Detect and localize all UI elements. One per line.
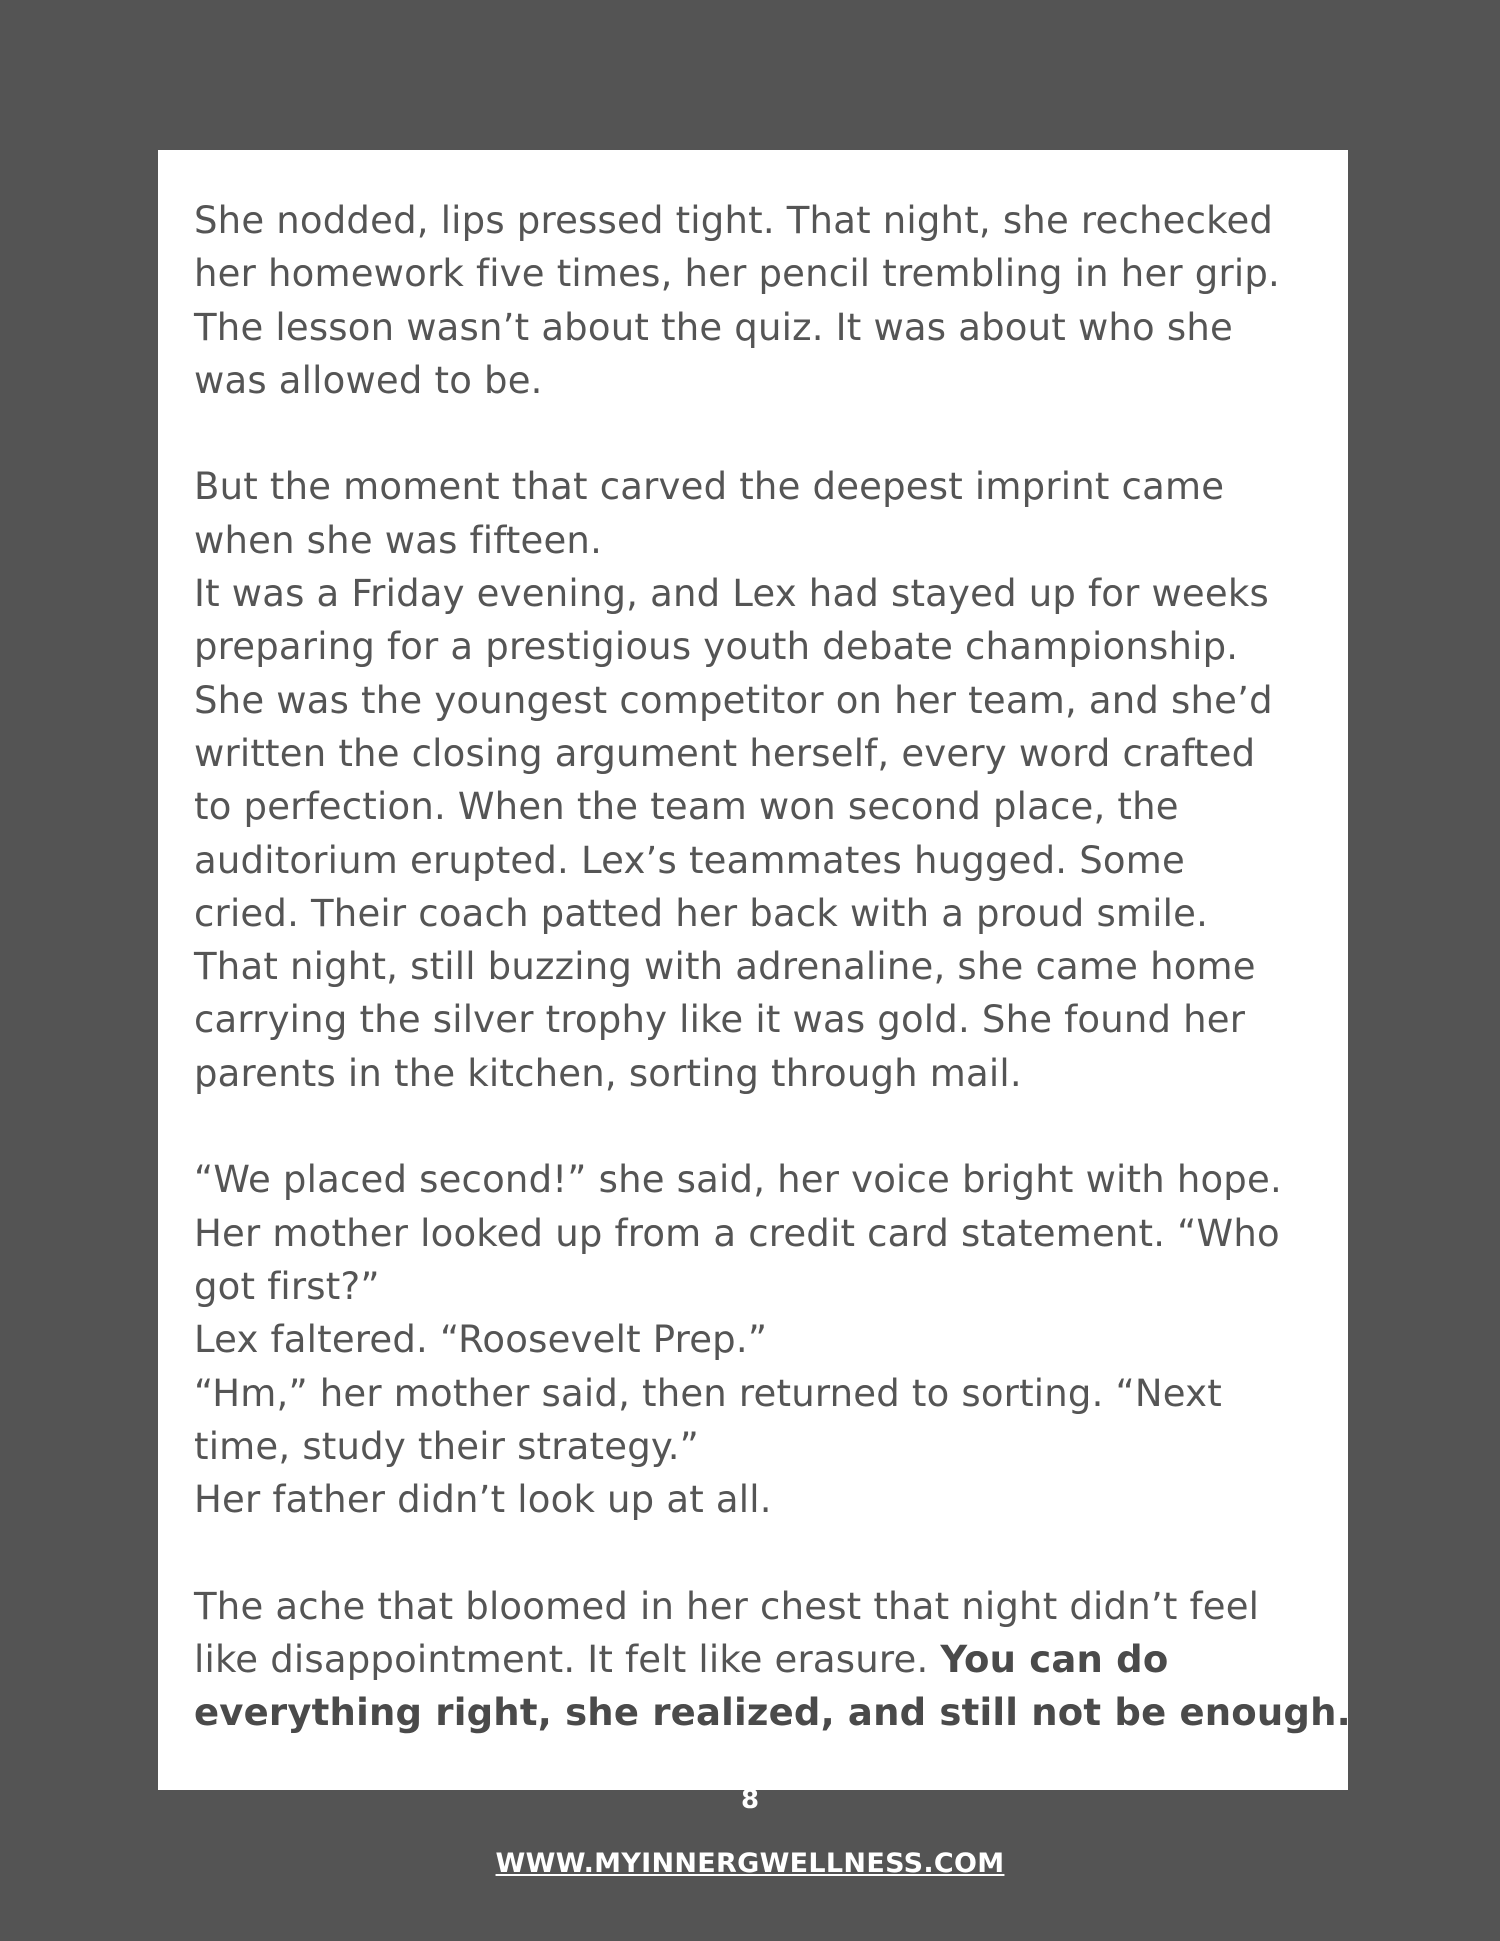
page-number: 8 [740, 1785, 760, 1815]
text-line: when she was fifteen. [194, 518, 603, 562]
text-line: to perfection. When the team won second place, the [194, 785, 1179, 829]
page-content-card [158, 150, 1351, 1790]
paragraph-spacer [194, 407, 1312, 460]
paragraph-1 [194, 194, 1312, 407]
text-line: It was a Friday evening, and Lex had stayed up for weeks [194, 572, 1269, 616]
text-line: preparing for a prestigious youth debate championship. [194, 625, 1239, 669]
paragraph-2 [194, 460, 1312, 1100]
text-line: “Hm,” her mother said, then returned to sorting. “Next [194, 1371, 1222, 1415]
text-line: auditorium erupted. Lex’s teammates hugged. Some [194, 838, 1185, 882]
text-line: Lex faltered. “Roosevelt Prep.” [194, 1318, 768, 1362]
text-line: was allowed to be. [194, 358, 543, 402]
text-line: But the moment that carved the deepest imprint came [194, 465, 1225, 509]
emphasis-text: everything right, she realized, and still not be enough. [194, 1691, 1351, 1735]
text-line: “We placed second!” she said, her voice bright with hope. [194, 1158, 1282, 1202]
text-line: cried. Their coach patted her back with a proud smile. [194, 891, 1209, 935]
text-line: The lesson wasn’t about the quiz. It was about who she [194, 305, 1233, 349]
text-line-mixed [194, 1633, 1312, 1686]
text-line: Her father didn’t look up at all. [194, 1478, 772, 1522]
text-line: written the closing argument herself, every word crafted [194, 731, 1256, 775]
text-line: her homework five times, her pencil trembling in her grip. [194, 252, 1281, 296]
paragraph-spacer [194, 1100, 1312, 1153]
text-line: parents in the kitchen, sorting through mail. [194, 1051, 1022, 1095]
paragraph-3 [194, 1153, 1312, 1526]
paragraph-spacer [194, 1526, 1312, 1579]
text-line: She nodded, lips pressed tight. That night, she rechecked [194, 199, 1274, 242]
website-link[interactable]: WWW.MYINNERGWELLNESS.COM [495, 1848, 1005, 1879]
text-line: got first?” [194, 1264, 380, 1308]
text-line: carrying the silver trophy like it was gold. She found her [194, 998, 1246, 1042]
paragraph-4 [194, 1580, 1351, 1740]
text-regular-segment: like disappointment. It felt like erasure. [194, 1638, 941, 1682]
footer-website [0, 1848, 1500, 1879]
text-line: Her mother looked up from a credit card statement. “Who [194, 1211, 1280, 1255]
text-line: That night, still buzzing with adrenaline, she came home [194, 945, 1256, 989]
text-line: time, study their strategy.” [194, 1424, 700, 1468]
emphasis-text: You can do [940, 1638, 1169, 1682]
text-line: She was the youngest competitor on her team, and she’d [194, 678, 1273, 722]
text-line: The ache that bloomed in her chest that night didn’t feel [194, 1584, 1260, 1628]
